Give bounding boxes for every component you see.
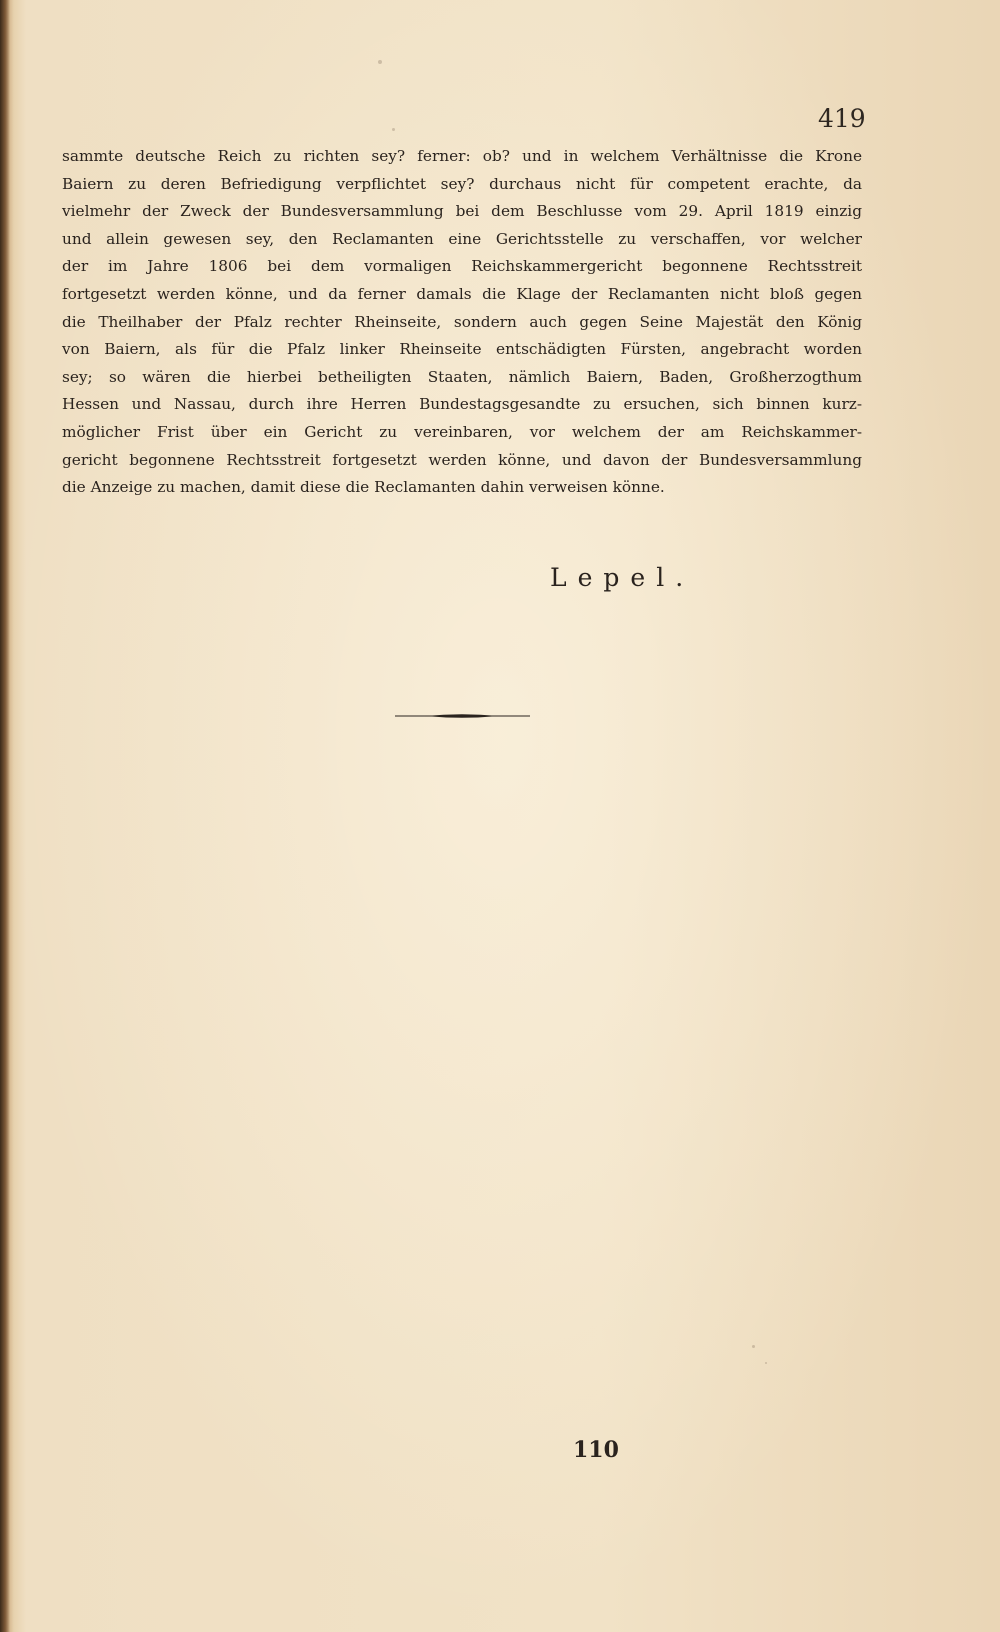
text-line: gericht begonnene Rechtsstreit fortgesetzt werden könne, und davon der Bundesversammlung <box>62 450 862 469</box>
paper-speck <box>378 60 382 64</box>
text-line: fortgesetzt werden könne, und da ferner damals die Klage der Reclamanten nicht bloß gegen <box>62 284 862 303</box>
signature-mark: 110 <box>573 1437 619 1463</box>
page-number: 419 <box>818 104 866 133</box>
text-line: Baiern zu deren Befriedigung verpflichtet sey? durchaus nicht für competent erachte, da <box>62 174 862 193</box>
page-binding-edge <box>0 0 10 1632</box>
text-line: die Anzeige zu machen, damit diese die Reclamanten dahin verweisen könne. <box>62 478 665 497</box>
text-line: vielmehr der Zweck der Bundesversammlung bei dem Beschlusse vom 29. April 1819 einzig <box>62 202 862 221</box>
text-line: sey; so wären die hierbei betheiligten Staaten, nämlich Baiern, Baden, Großherzogthum <box>62 367 862 386</box>
paper-speck <box>752 1345 755 1348</box>
paper-speck <box>765 1362 767 1364</box>
signature: Lepel. <box>550 563 695 592</box>
text-line: möglicher Frist über ein Gericht zu vereinbaren, vor welchem der am Reichskammer- <box>62 422 862 441</box>
text-line: der im Jahre 1806 bei dem vormaligen Reichskammergericht begonnene Rechtsstreit <box>62 257 862 276</box>
text-line: von Baiern, als für die Pfalz linker Rheinseite entschädigten Fürsten, angebracht worden <box>62 340 862 359</box>
text-line: sammte deutsche Reich zu richten sey? ferner: ob? und in welchem Verhältnisse die Krone <box>62 147 862 165</box>
paper-speck <box>392 128 395 131</box>
text-line: Hessen und Nassau, durch ihre Herren Bundestagsgesandte zu ersuchen, sich binnen kurz- <box>62 395 862 414</box>
text-line: und allein gewesen sey, den Reclamanten eine Gerichtsstelle zu verschaffen, vor welcher <box>62 229 862 248</box>
body-text <box>62 143 862 502</box>
section-divider <box>395 712 530 720</box>
text-line: die Theilhaber der Pfalz rechter Rheinseite, sondern auch gegen Seine Majestät den König <box>62 312 862 331</box>
